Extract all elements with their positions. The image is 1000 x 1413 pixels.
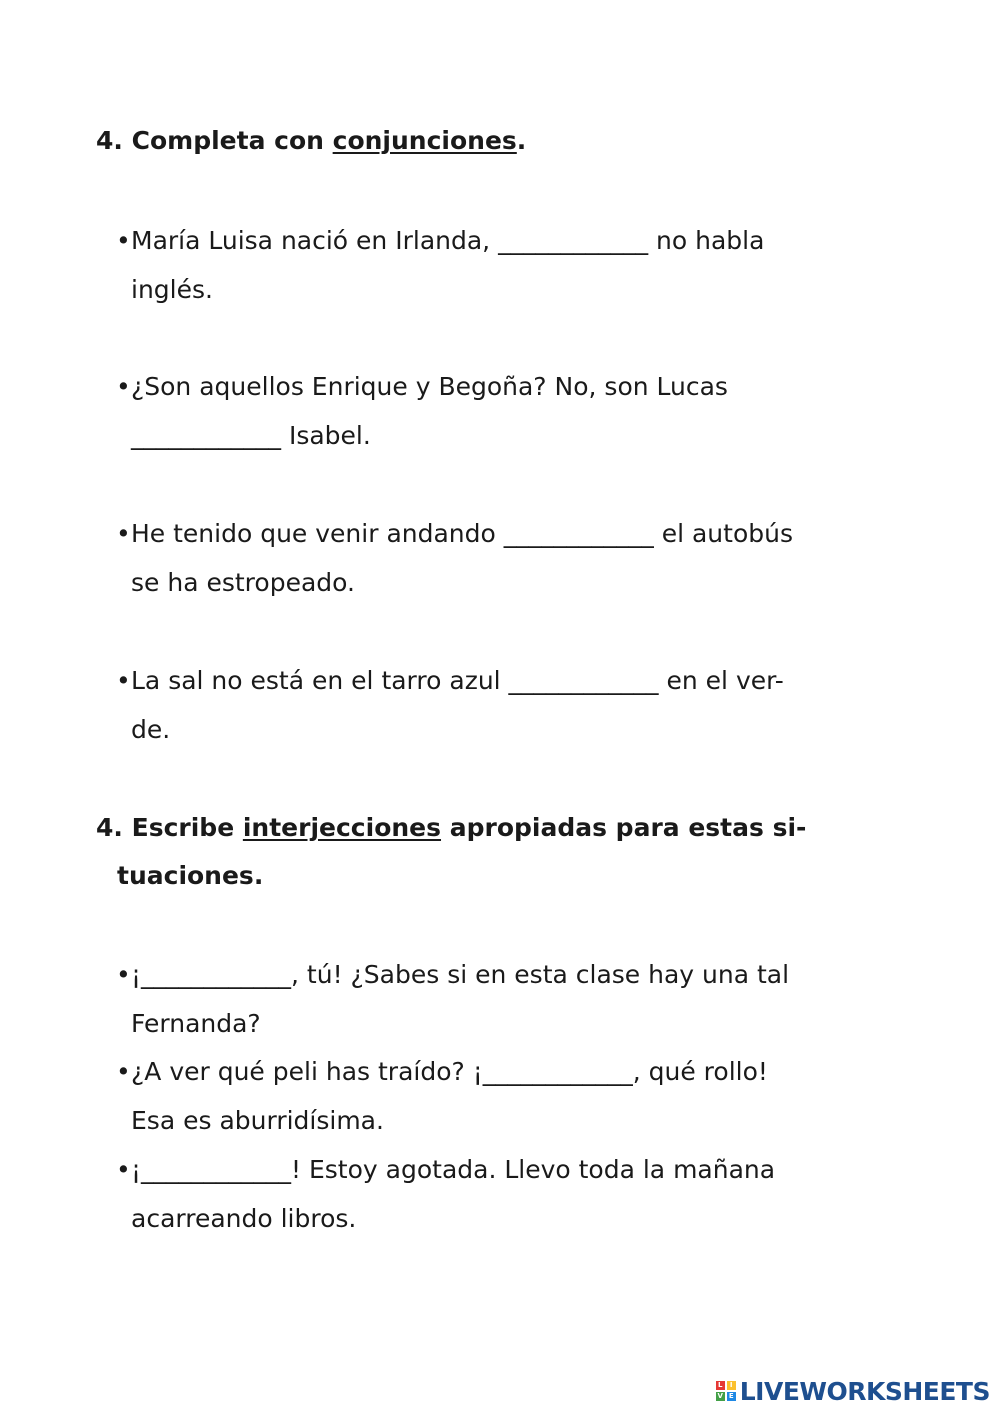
item-text-line2: de. <box>131 715 171 744</box>
item-text-line1[interactable]: La sal no está en el tarro azul ____________ en el ver- <box>131 666 784 695</box>
heading-keyword: interjecciones <box>242 813 442 842</box>
heading-text-line2: tuaciones. <box>117 861 264 890</box>
bullet: • <box>116 666 131 695</box>
section-number: 4. <box>96 126 123 155</box>
item-text-line2: Fernanda? <box>131 1009 261 1038</box>
logo-mark-letter: I <box>727 1381 736 1390</box>
item-text-line1[interactable]: ¡____________! Estoy agotada. Llevo toda la mañana <box>131 1155 776 1184</box>
bullet: • <box>116 960 131 989</box>
section-number: 4. <box>96 813 123 842</box>
bullet: • <box>116 372 131 401</box>
item-text-line1[interactable]: María Luisa nació en Irlanda, ____________ no habla <box>131 226 765 255</box>
item-text-line2: acarreando libros. <box>131 1204 357 1233</box>
item-text-line1[interactable]: He tenido que venir andando ____________ el autobús <box>131 519 793 548</box>
logo-mark-letter: V <box>717 1392 723 1400</box>
bullet: • <box>116 1155 131 1184</box>
heading-text: Escribe <box>131 813 243 842</box>
section-heading-interjections <box>96 804 807 890</box>
bullet: • <box>116 1057 131 1086</box>
bullet: • <box>116 519 131 548</box>
liveworksheets-logo[interactable] <box>716 1374 990 1408</box>
item-text-line2: se ha estropeado. <box>131 568 355 597</box>
logo-mark-letter: L <box>716 1381 725 1390</box>
logo-mark-icon <box>716 1381 736 1401</box>
item-text-line2: inglés. <box>131 275 213 304</box>
logo-text: LIVEWORKSHEETS <box>739 1376 990 1406</box>
heading-text: Completa con <box>131 126 333 155</box>
logo-mark-letter: E <box>727 1392 736 1401</box>
item-text-line2: Esa es aburridísima. <box>131 1106 384 1135</box>
bullet: • <box>116 226 131 255</box>
section-heading-conjunctions <box>96 117 526 165</box>
item-text-line1[interactable]: ¡____________, tú! ¿Sabes si en esta clase hay una tal <box>131 960 790 989</box>
item-text-line1[interactable]: ¿A ver qué peli has traído? ¡____________, qué rollo! <box>131 1057 768 1086</box>
item-text-line2[interactable]: ____________ Isabel. <box>131 421 371 450</box>
heading-keyword: conjunciones <box>332 126 517 155</box>
heading-text-end: . <box>516 126 527 155</box>
item-text-line1: ¿Son aquellos Enrique y Begoña? No, son Lucas <box>131 372 728 401</box>
heading-text-end: apropiadas para estas si- <box>441 813 807 842</box>
